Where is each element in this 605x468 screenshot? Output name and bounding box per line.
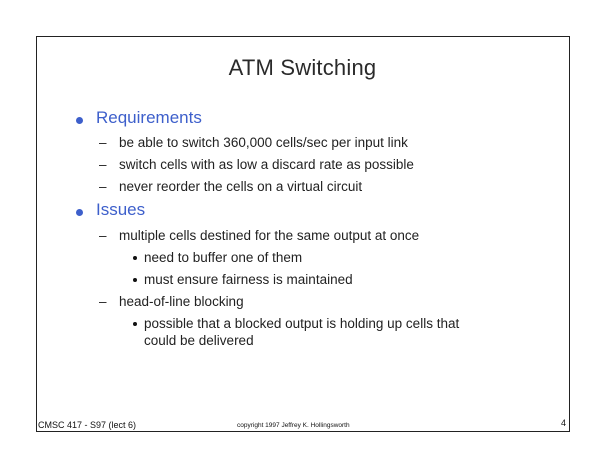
requirement-item-1: be able to switch 360,000 cells/sec per input link — [119, 135, 408, 150]
footer-course: CMSC 417 - S97 (lect 6) — [38, 420, 137, 430]
dash-marker: – — [99, 157, 107, 172]
dash-marker: – — [99, 135, 107, 150]
page-number: 4 — [561, 418, 567, 428]
bullet-dot-small — [133, 278, 137, 282]
section-heading-requirements: Requirements — [96, 108, 202, 127]
issue-item-2: head-of-line blocking — [119, 294, 244, 309]
slide-title: ATM Switching — [228, 55, 377, 80]
dash-marker: – — [99, 294, 107, 309]
issue-subitem-1-1: need to buffer one of them — [144, 250, 303, 265]
issue-item-1: multiple cells destined for the same output at once — [119, 228, 420, 243]
footer-copyright: copyright 1997 Jeffrey K. Hollingsworth — [237, 422, 350, 429]
dash-marker: – — [99, 179, 107, 194]
issue-subitem-2-1: possible that a blocked output is holding up cells that — [144, 316, 460, 331]
section-heading-issues: Issues — [96, 200, 146, 219]
issue-subitem-2-1-continued: could be delivered — [144, 333, 254, 348]
requirement-item-2: switch cells with as low a discard rate as possible — [119, 157, 414, 172]
dash-marker: – — [99, 228, 107, 243]
bullet-dot-small — [133, 256, 137, 260]
requirement-item-3: never reorder the cells on a virtual circuit — [119, 179, 363, 194]
issue-subitem-1-2: must ensure fairness is maintained — [144, 272, 353, 287]
bullet-dot-small — [133, 322, 137, 326]
bullet-dot-issues — [76, 209, 83, 216]
bullet-dot-requirements — [76, 117, 83, 124]
